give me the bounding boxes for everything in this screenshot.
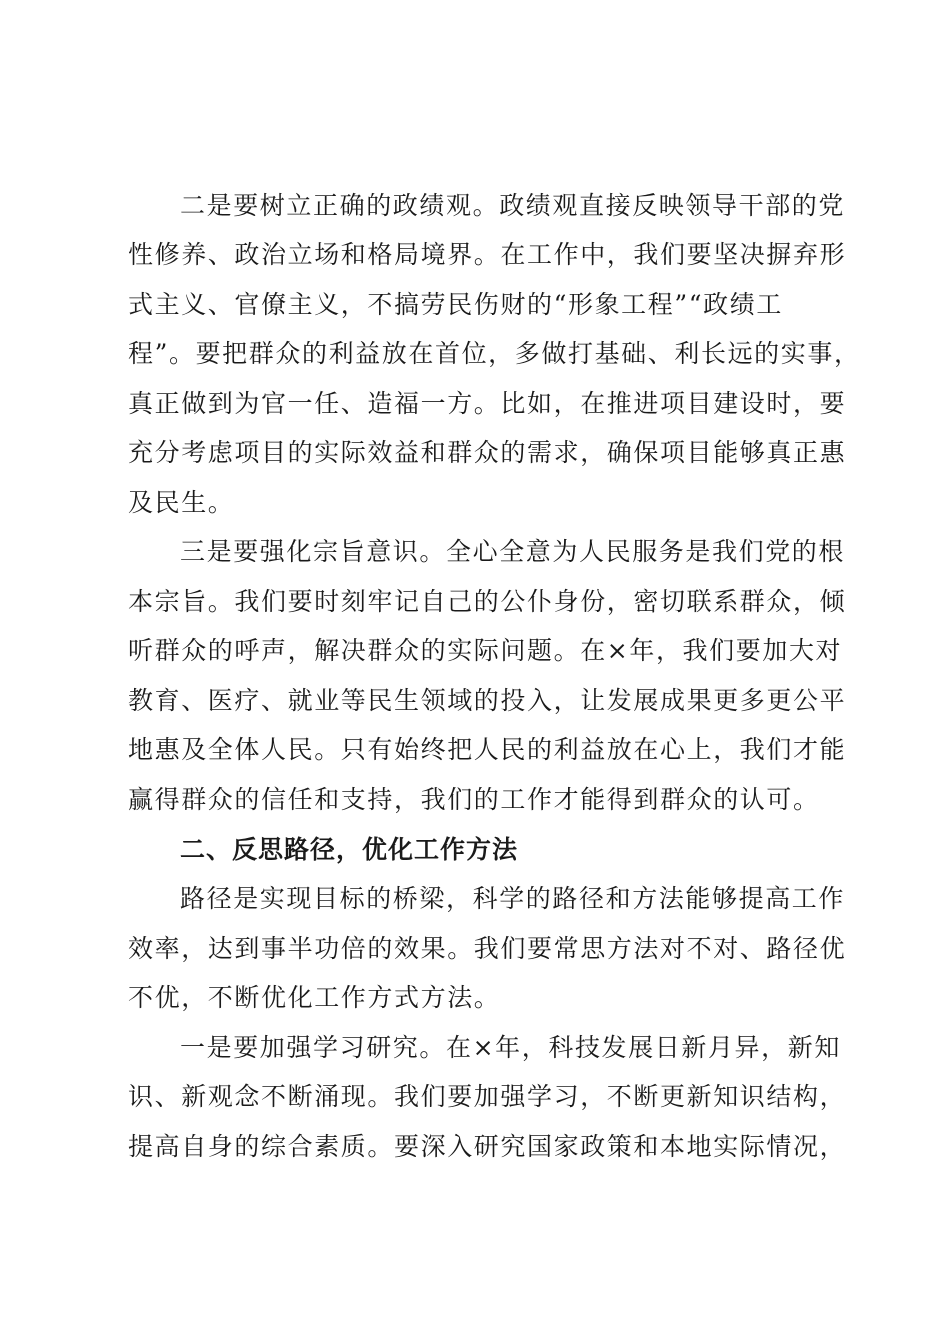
paragraph-1-line-4: 程”。要把群众的利益放在首位，多做打基础、利长远的实事， bbox=[128, 339, 861, 368]
paragraph-1-line-5: 真正做到为官一任、造福一方。比如，在推进项目建设时，要 bbox=[128, 389, 847, 418]
paragraph-1-line-1: 二是要树立正确的政绩观。政绩观直接反映领导干部的党 bbox=[180, 191, 846, 220]
paragraph-1-line-3: 式主义、官僚主义，不搞劳民伤财的“形象工程”“政绩工 bbox=[128, 290, 783, 319]
paragraph-2-line-5: 地惠及全体人民。只有始终把人民的利益放在心上，我们才能 bbox=[128, 735, 847, 764]
paragraph-2-line-4: 教育、医疗、就业等民生领域的投入，让发展成果更多更公平 bbox=[128, 686, 847, 715]
paragraph-1-line-7: 及民生。 bbox=[128, 488, 235, 517]
section-heading: 二、反思路径，优化工作方法 bbox=[180, 835, 519, 864]
section-paragraph-2-line-2: 识、新观念不断涌现。我们要加强学习，不断更新知识结构， bbox=[128, 1082, 847, 1111]
section-paragraph-2-line-3: 提高自身的综合素质。要深入研究国家政策和本地实际情况， bbox=[128, 1132, 847, 1161]
paragraph-2-line-1: 三是要强化宗旨意识。全心全意为人民服务是我们党的根 bbox=[180, 537, 846, 566]
paragraph-2-line-3: 听群众的呼声，解决群众的实际问题。在×年，我们要加大对 bbox=[128, 636, 843, 665]
section-paragraph-1-line-3: 不优，不断优化工作方式方法。 bbox=[128, 983, 501, 1012]
paragraph-2-line-6: 赢得群众的信任和支持，我们的工作才能得到群众的认可。 bbox=[128, 785, 820, 814]
section-paragraph-2-line-1: 一是要加强学习研究。在×年，科技发展日新月异，新知 bbox=[180, 1033, 841, 1062]
section-paragraph-1-line-2: 效率，达到事半功倍的效果。我们要常思方法对不对、路径优 bbox=[128, 934, 847, 963]
paragraph-1-line-6: 充分考虑项目的实际效益和群众的需求，确保项目能够真正惠 bbox=[128, 438, 847, 467]
paragraph-2-line-2: 本宗旨。我们要时刻牢记自己的公仆身份，密切联系群众，倾 bbox=[128, 587, 847, 616]
paragraph-1-line-2: 性修养、政治立场和格局境界。在工作中，我们要坚决摒弃形 bbox=[128, 240, 847, 269]
section-paragraph-1-line-1: 路径是实现目标的桥梁，科学的路径和方法能够提高工作 bbox=[180, 884, 846, 913]
